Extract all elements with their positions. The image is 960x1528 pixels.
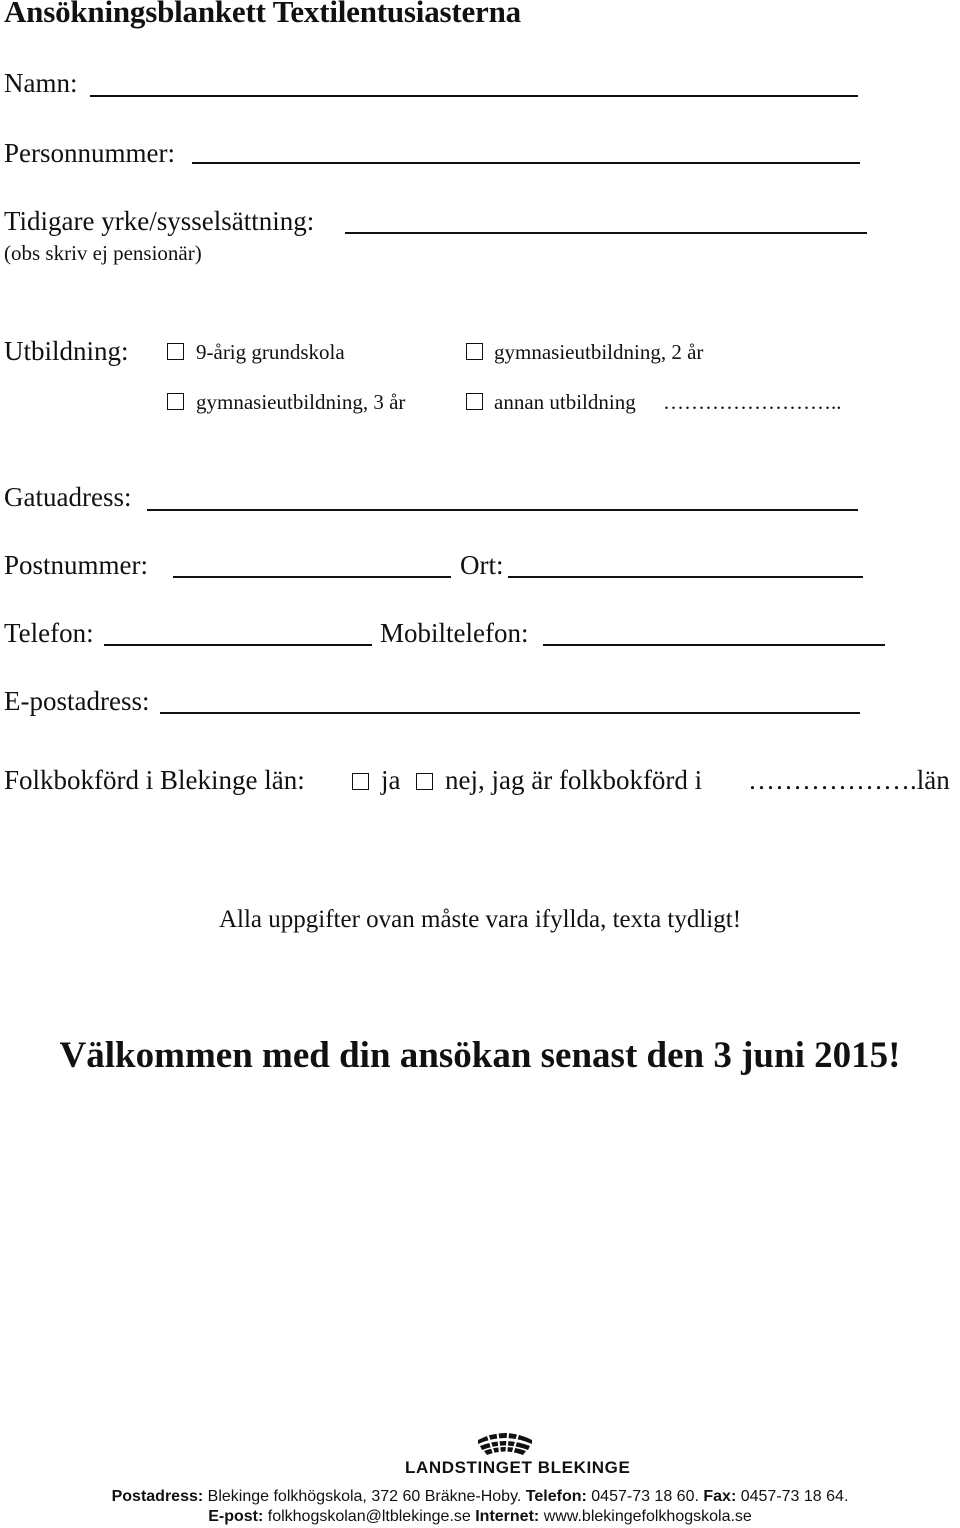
phone-field[interactable] — [104, 644, 372, 646]
personnummer-label: Personnummer: — [4, 138, 175, 168]
mobile-label: Mobiltelefon: — [380, 618, 529, 648]
option-gymnasie-3-label: gymnasieutbildning, 3 år — [196, 390, 406, 414]
footer-phone-label: Telefon: — [525, 1488, 587, 1505]
footer-postal-value: Blekinge folkhögskola, 372 60 Bräkne-Hoby. — [207, 1488, 522, 1505]
checkbox-grundskola[interactable] — [167, 343, 184, 360]
footer-postal-label: Postadress: — [111, 1488, 204, 1505]
registry-no-label: nej, jag är folkbokförd i — [445, 765, 703, 795]
street-label: Gatuadress: — [4, 482, 132, 512]
occupation-note: (obs skriv ej pensionär) — [4, 241, 202, 265]
footer-fax-value: 0457-73 18 64. — [740, 1488, 849, 1505]
checkbox-gymnasie-2[interactable] — [466, 343, 483, 360]
email-field[interactable] — [160, 712, 860, 714]
welcome-heading: Välkommen med din ansökan senast den 3 juni 2015! — [59, 1035, 901, 1076]
checkbox-gymnasie-3[interactable] — [167, 393, 184, 410]
footer-web-link[interactable]: www.blekingefolkhogskola.se — [543, 1508, 752, 1525]
occupation-field[interactable] — [345, 232, 867, 234]
city-field[interactable] — [508, 576, 863, 578]
footer-email-label: E-post: — [208, 1508, 264, 1525]
footer-web-label: Internet: — [475, 1508, 540, 1525]
footer-line-2 — [0, 1508, 960, 1526]
personnummer-field[interactable] — [192, 162, 860, 164]
other-education-dots[interactable]: …………………….. — [663, 390, 842, 414]
registry-yes-label: ja — [381, 765, 401, 795]
checkbox-annan-utbildning[interactable] — [466, 393, 483, 410]
notice-text: Alla uppgifter ovan måste vara ifyllda, texta tydligt! — [218, 906, 742, 933]
checkbox-registry-yes[interactable] — [352, 773, 369, 790]
postal-code-field[interactable] — [173, 576, 451, 578]
phone-label: Telefon: — [4, 618, 94, 648]
email-label: E-postadress: — [4, 686, 150, 716]
footer-email-link[interactable]: folkhogskolan@ltblekinge.se — [267, 1508, 471, 1525]
name-field[interactable] — [90, 95, 858, 97]
checkbox-registry-no[interactable] — [416, 773, 433, 790]
postal-code-label: Postnummer: — [4, 550, 149, 580]
registry-label: Folkbokförd i Blekinge län: — [4, 765, 305, 795]
option-gymnasie-2-label: gymnasieutbildning, 2 år — [494, 340, 704, 364]
option-grundskola-label: 9-årig grundskola — [196, 340, 345, 364]
education-label: Utbildning: — [4, 336, 129, 366]
street-field[interactable] — [147, 509, 858, 511]
name-label: Namn: — [4, 68, 78, 98]
occupation-label: Tidigare yrke/sysselsättning: — [4, 206, 315, 236]
mobile-field[interactable] — [543, 644, 885, 646]
page-title: Ansökningsblankett Textilentusiasterna — [4, 0, 521, 29]
registry-county-field[interactable]: ……………….län — [748, 765, 950, 795]
footer-line-1 — [0, 1488, 960, 1506]
city-label: Ort: — [460, 550, 504, 580]
footer-fax-label: Fax: — [703, 1488, 737, 1505]
landstinget-blekinge-emblem-icon — [476, 1430, 534, 1460]
logo-text: LANDSTINGET BLEKINGE — [405, 1458, 631, 1477]
footer-phone-value: 0457-73 18 60. — [591, 1488, 699, 1505]
option-annan-utbildning-label: annan utbildning — [494, 390, 636, 414]
